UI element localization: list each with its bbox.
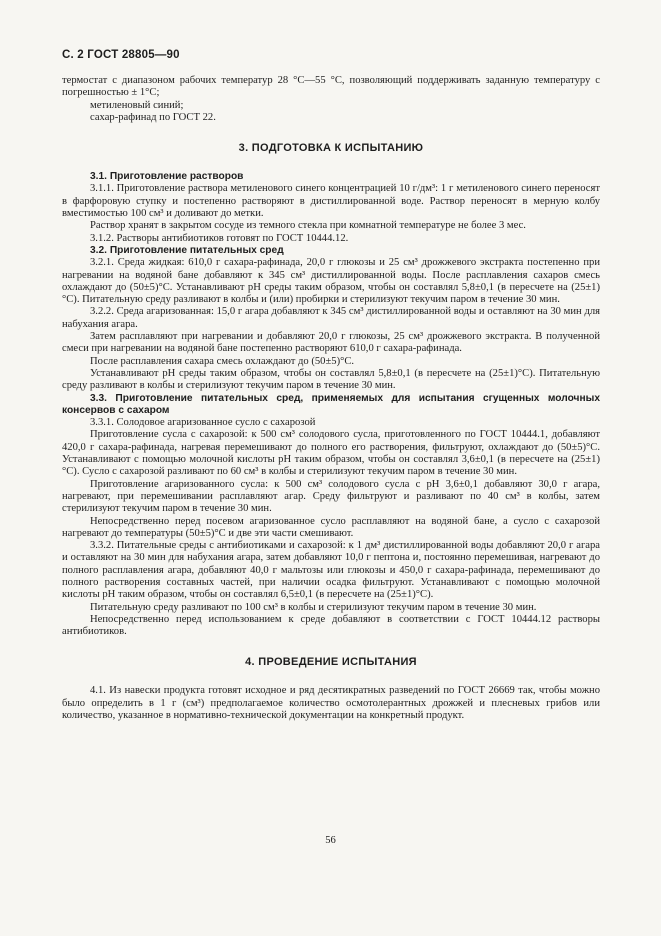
paragraph-3-3-1: 3.3.1. Солодовое агаризованное сусло с сахарозой [90, 417, 316, 429]
intro-line-2: метиленовый синий; [90, 99, 184, 111]
page-number: 56 [325, 835, 336, 846]
paragraph-3-3-2-b: Питательную среду разливают по 100 см³ в колбы и стерилизуют текучим паром в течение 30 мин. [90, 601, 537, 613]
paragraph-3-2-1: 3.2.1. Среда жидкая: 610,0 г сахара-рафинада, 20,0 г глюкозы и 25 см³ дрожжевого экстракта постепенно при нагревании на водяной бане добавляют к 345 см³ дистиллированной воды. После расплавления сахаров смесь охлаждают до (50±5)°С. Устанавливают рН среды таким образом, чтобы он составлял 5,8±0,1 (в пересчете на (25±1)°С). Питательную среду разливают в колбы и (или) пробирки и стерилизуют текучим паром в течение 30 мин. [62, 257, 600, 306]
intro-line-3: сахар-рафинад по ГОСТ 22. [90, 111, 216, 123]
paragraph-3-2-2: 3.2.2. Среда агаризованная: 15,0 г агара добавляют к 345 см³ дистиллированной воды и оставляют на 30 мин для набухания агара. [62, 306, 600, 330]
paragraph-3-3-1-d: Непосредственно перед посевом агаризованное сусло расплавляют на водяной бане, а сусло с сахарозой нагревают до температуры (50±5)°С и две эти части смешивают. [62, 515, 600, 539]
section-4-title: 4. ПРОВЕДЕНИЕ ИСПЫТАНИЯ [245, 656, 417, 669]
paragraph-3-1-1-storage: Раствор хранят в закрытом сосуде из темного стекла при комнатной температуре не более 3 мес. [90, 220, 526, 232]
paragraph-3-3-1-c: Приготовление агаризованного сусла: к 500 см³ солодового сусла с рН 3,6±0,1 добавляют 30,0 г агара, нагревают, при перемешивании расплавляют агар. Среду фильтруют и разливают по 40 см³ в колбы, затем стерилизуют текучим паром в течение 30 мин. [62, 478, 600, 515]
paragraph-3-2-2-c: После расплавления сахара смесь охлаждают до (50±5)°С. [90, 355, 355, 367]
paragraph-3-3-2-c: Непосредственно перед использованием к среде добавляют в соответствии с ГОСТ 10444.12 растворы антибиотиков. [62, 613, 600, 638]
subsection-3-2-title: 3.2. Приготовление питательных сред [90, 244, 284, 256]
paragraph-3-1-1: 3.1.1. Приготовление раствора метиленового синего концентрацией 10 г/дм³: 1 г метиленового синего переносят в фарфоровую ступку и постепенно растворяют в дистиллированной воде. Раствор переносят в мерную колбу вместимостью 100 см³ и доливают до метки. [62, 183, 600, 220]
paragraph-3-2-2-b: Затем расплавляют при нагревании и добавляют 20,0 г глюкозы, 25 см³ дрожжевого экстракта. В полученной смеси при нагревании на водяной бане постепенно растворяют 610,0 г сахара-рафинада. [62, 331, 600, 355]
paragraph-3-2-2-d: Устанавливают рН среды таким образом, чтобы он составлял 5,8±0,1 (в пересчете на (25±1)°С). Питательную среду разливают в колбы и стерилизуют текучим паром в течение 30 мин. [62, 367, 600, 392]
paragraph-4-1: 4.1. Из навески продукта готовят исходное и ряд десятикратных разведений по ГОСТ 26669 так, чтобы можно было определить в 1 г (см³) предполагаемое количество осмотолерантных дрожжей и плесневых грибов или количество, указанное в нормативно-технической документации на конкретный продукт. [62, 685, 600, 722]
intro-line-1: термостат с диапазоном рабочих температур 28 °С—55 °С, позволяющий поддерживать заданную температуру с погрешностью ± 1°С; [62, 75, 600, 99]
paragraph-3-3-1-b: Приготовление сусла с сахарозой: к 500 см³ солодового сусла, приготовленного по ГОСТ 10444.1, добавляют 420,0 г сахара-рафинада, нагревая перемешивают до полного его растворения, фильтруют, охлаждают до (50±5)°С. Устанавливают с помощью молочной кислоты рН таким образом, чтобы он составлял 3,6±0,1 (в пересчете на (25±1)°С). Сусло с сахарозой разливают по 60 см³ в колбы и стерилизуют текучим паром в течение 30 мин. [62, 429, 600, 478]
subsection-3-3-title: 3.3. Приготовление питательных сред, применяемых для испытания сгущенных молочных консервов с сахаром [62, 392, 600, 416]
paragraph-3-1-2: 3.1.2. Растворы антибиотиков готовят по ГОСТ 10444.12. [90, 232, 349, 244]
document-body [62, 75, 600, 722]
subsection-3-1-title: 3.1. Приготовление растворов [90, 171, 244, 183]
paragraph-3-3-2: 3.3.2. Питательные среды с антибиотиками и сахарозой: к 1 дм³ дистиллированной воды добавляют 20,0 г агара и оставляют на 30 мин для набухания агара, затем добавляют 10,0 г пептона и, постоянно перемешивая, нагревают до полного расплавления агара, добавляют 40,0 г мальтозы или глюкозы и 450,0 г сахара-рафинада, перемешивают до полного растворения составных частей, при наличии осадка фильтруют. Устанавливают с помощью молочной кислоты рН таким образом, чтобы он составлял 6,5±0,1 (в пересчете на (25±1)°С). [62, 540, 600, 601]
page-header: С. 2 ГОСТ 28805—90 [62, 49, 180, 61]
section-3-title: 3. ПОДГОТОВКА К ИСПЫТАНИЮ [238, 142, 424, 155]
